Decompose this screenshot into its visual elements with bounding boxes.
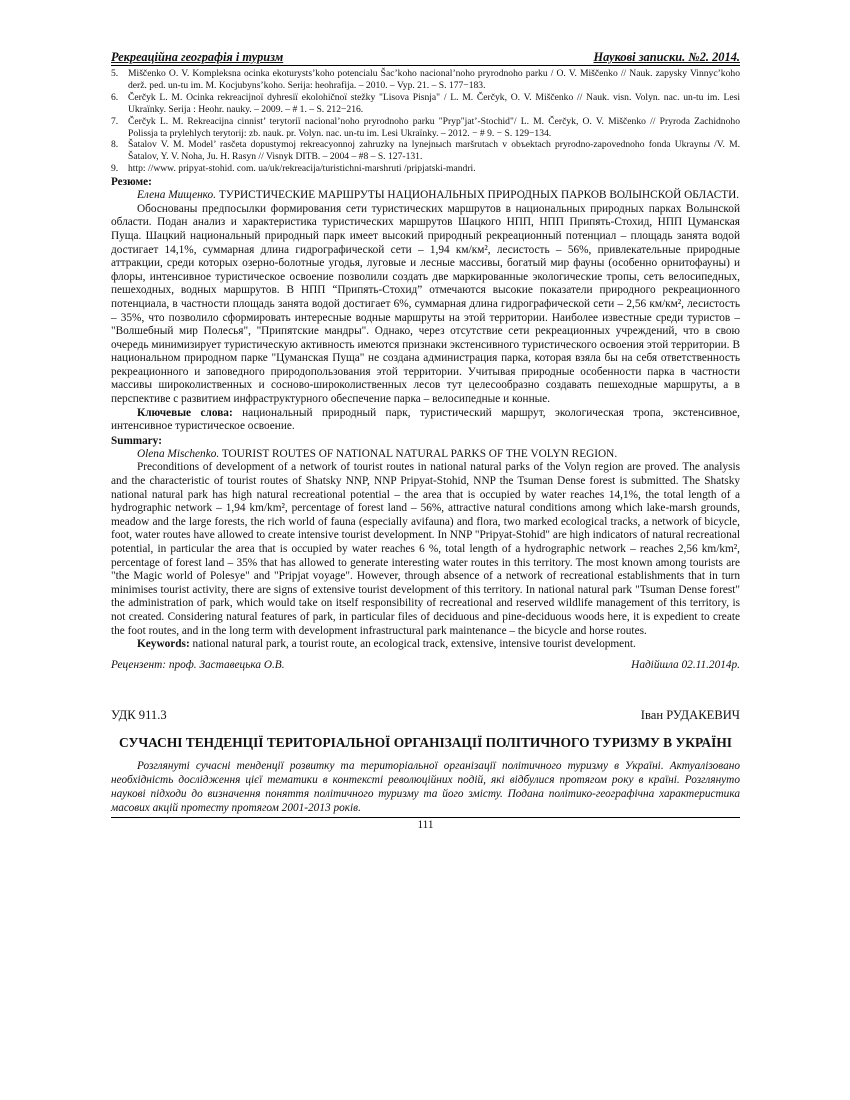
reference-text: http: //www. pripyat-stohid. com. ua/uk/rekreacija/turistichni-marshruti /pripjatski-mandri.: [128, 163, 476, 175]
reference-list: [111, 68, 740, 175]
header-section-title: Рекреаційна географія і туризм: [111, 50, 284, 64]
russian-summary-label: Резюме:: [111, 176, 152, 189]
english-keywords-text: national natural park, a tourist route, an ecological track, extensive, intensive tourist development.: [192, 638, 636, 651]
reviewer-line: [111, 658, 740, 672]
page-number: 111: [111, 817, 740, 832]
english-author: Olena Mischenko.: [137, 447, 220, 460]
russian-summary-title: [111, 189, 740, 203]
english-keywords: [111, 638, 740, 652]
reference-item: [111, 116, 740, 140]
reference-text: Miščenko O. V. Kompleksna ocinka ekoturysts’koho potencialu Šac’koho nacional’noho pryrodnoho parku / O. V. Miščenko // Nauk. zapysky Vinnyc’koho derž. ped. un-tu im. M. Kocjubyns’koho. Serija: heohrafija. – 2010. – Vyp. 21. – S. 177−183.: [128, 68, 740, 91]
reference-item: [111, 92, 740, 116]
reference-item: [111, 139, 740, 163]
article-author: Іван РУДАКЕВИЧ: [640, 707, 740, 722]
reference-number: 8.: [111, 139, 119, 151]
russian-keywords: [111, 407, 740, 434]
reference-number: 9.: [111, 163, 119, 175]
article-title: СУЧАСНІ ТЕНДЕНЦІЇ ТЕРИТОРІАЛЬНОЇ ОРГАНІЗАЦІЇ ПОЛІТИЧНОГО ТУРИЗМУ В УКРАЇНІ: [119, 734, 732, 750]
russian-title: ТУРИСТИЧЕСКИЕ МАРШРУТЫ НАЦИОНАЛЬНЫХ ПРИРОДНЫХ ПАРКОВ ВОЛЫНСКОЙ ОБЛАСТИ.: [218, 189, 740, 202]
english-keywords-label: Keywords:: [137, 638, 190, 651]
english-summary-label: Summary:: [111, 434, 162, 447]
reference-text: Čerčyk L. M. Ocinka rekreacijnoï dyhresiï ekolohičnoï stežky "Lisova Pisnja" / L. M. Čerčyk, O. V. Miščenko // Nauk. visn. Volyn. nac. un-tu im. Lesi Ukraïnky. Serija : Heohr. nauky. – 2009. – # 1. – S. 212−216.: [128, 91, 740, 115]
reference-text: Čerčyk L. M. Rekreacijna cinnist’ terytoriï nacional’noho pryrodnoho parku "Pryp"jat’-Stochid"/ L. M. Čerčyk, O. V. Miščenko // Pryroda Zachidnoho Polissja ta prylehlych terytorij: zb. nauk. pr. Volyn. nac. un-tu im. Lesi Ukraïnky. – 2012. − # 9. − S. 129−134.: [128, 115, 740, 139]
header-journal-issue: Наукові записки. №2. 2014.: [593, 50, 740, 64]
journal-page: [111, 50, 740, 832]
russian-author: Елена Мищенко.: [137, 189, 217, 202]
reference-text: Šatalov V. M. Model’ rasčeta dopustymoj rekreacyonnoj zahruzky na lynejnыch maršrutach v obъektach pryrodno-zapovednoho fonda Ukraynы /V. M. Šatalov, Y. V. Noha, Ju. H. Rasyn // Visnyk DITB. – 2004 – #8 – S. 127-131.: [128, 139, 740, 163]
udk-author-line: [111, 708, 740, 723]
udk-code: УДК 911.3: [111, 707, 167, 722]
english-summary-body: Preconditions of development of a network of tourist routes in national natural parks of the Volyn region are proved. The analysis and the characteristic of tourist routes of Shatsky NNP, NNP Pripyat-Stohid, NNP the Tsuman Dense forest is submitted. The Shatsky national natural park has high natural recreational potential – the area that is occupied by water reaches 14,1%, the total length of a hydrographic network – 1,94 km/km², percentage of forest land – 56%, attractive natural conditions among which lake-marsh grounds, meadow and the large forests, the rich world of fauna (especially avifauna) and flora, two marked ecological tracks, a network of bicycle, foot, water routes have allowed to create intensive tourist development. In NNP "Pripyat-Stohid" are high indicators of natural recreational potential, in particular the area that is occupied by water reaches 6 %, total length of a hydrographic network – reaches 2,56 km/km², percentage of forest land – 35% that has allowed to generate interesting water routes in this territory. The most known among tourists are "the Magic world of Polesye" and "Pripjat voyage". However, through absence of a network of recreational establishments that in turn minimises tourist activity, there are signs of extensive tourist development of this territory. In national natural park "Tsuman Dense forest" the administration of park, which would take on itself responsibility of recreational and reserved wildlife management of this territory, is not created. Considering natural features of park, in particular files of deciduous and pine-deciduous woods here, it is expedient to create the foot routes, and in the long term with development infrastructural park maintenance – the bicycle and horse routes.: [111, 461, 740, 637]
reference-number: 5.: [111, 68, 119, 79]
reference-number: 7.: [111, 115, 119, 127]
article-abstract: Розглянуті сучасні тенденції розвитку та територіальної організації політичного туризму в Україні. Актуалізовано необхідність дослідження цієї тематики в контексті революційних подій, які відбулися протягом року в країні. Розглянуто наукові підходи до визначення поняття політичного туризму та його змісту. Подана політико-географічна характеристика масових акцій протесту протягом 2001-2013 років.: [111, 759, 740, 814]
reviewer-name: Рецензент: проф. Заставецька О.В.: [111, 658, 285, 671]
russian-keywords-text: национальный природный парк, туристический маршрут, экологическая тропа, экстенсивное, интенсивное туристическое освоение.: [111, 406, 741, 433]
russian-keywords-label: Ключевые слова:: [137, 406, 233, 419]
english-title: TOURIST ROUTES OF NATIONAL NATURAL PARKS OF THE VOLYN REGION.: [221, 447, 618, 460]
reference-number: 6.: [111, 91, 119, 103]
reference-item: [111, 68, 740, 92]
received-date: Надійшла 02.11.2014р.: [631, 658, 740, 671]
english-summary-title: [111, 448, 740, 462]
russian-summary-body: Обоснованы предпосылки формирования сети туристических маршрутов в национальных природных парках Волынской области. Подан анализ и характеристика туристических маршрутов Шацкого НПП, НПП Припять-Стохид, НПП Цуманская Пуща. Шацкий национальный природный парк имеет высокий природный рекреационный потенциал – площадь занята водой достигает 14,1%, суммарная длина гидрографической сети – 1,94 км/км², лесистость – 56%, привлекательные природные аттракции, среди которых озерно-болотные угодья, луговые и лесные массивы, богатый мир фауны (особенно орнитофауны) и флоры, интенсивное туристическое освоение позволили создать две маркированные экологические тропы, сеть велосипедных, пешеходных, водных маршрутов. В НПП “Припять-Стохид” отмечаются высокие показатели природного рекреационного потенциала, в частности площадь занята водой достигает 6%, суммарная длина гидрографической сети – 2,56 км/км², лесистость – 35%, что позволило сформировать интересные водные маршруты на этой территории. Наиболее известные среди туристов – "Волшебный мир Полесья", "Припятские мандры". Однако, через отсутствие сети рекреационных учреждений, что в свою очередь минимизирует туристическую активность имеются признаки экстенсивного туристического освоения этой территории. В национальном природном парке "Цуманская Пуща" не создана администрация парка, которая взяла бы на себя ответственность рекреационного и заповедного природопользования этой территории. Учитывая природные особенности парка в частности массивы широколиственных и сосново-широколиственных лесов тут целесообразно создавать пешеходные маршруты, а в перспективе с развитием инфраструктурного обеспечение парка – велосипедные и конные.: [111, 202, 740, 406]
running-header: [111, 50, 740, 66]
reference-item: [111, 163, 740, 175]
